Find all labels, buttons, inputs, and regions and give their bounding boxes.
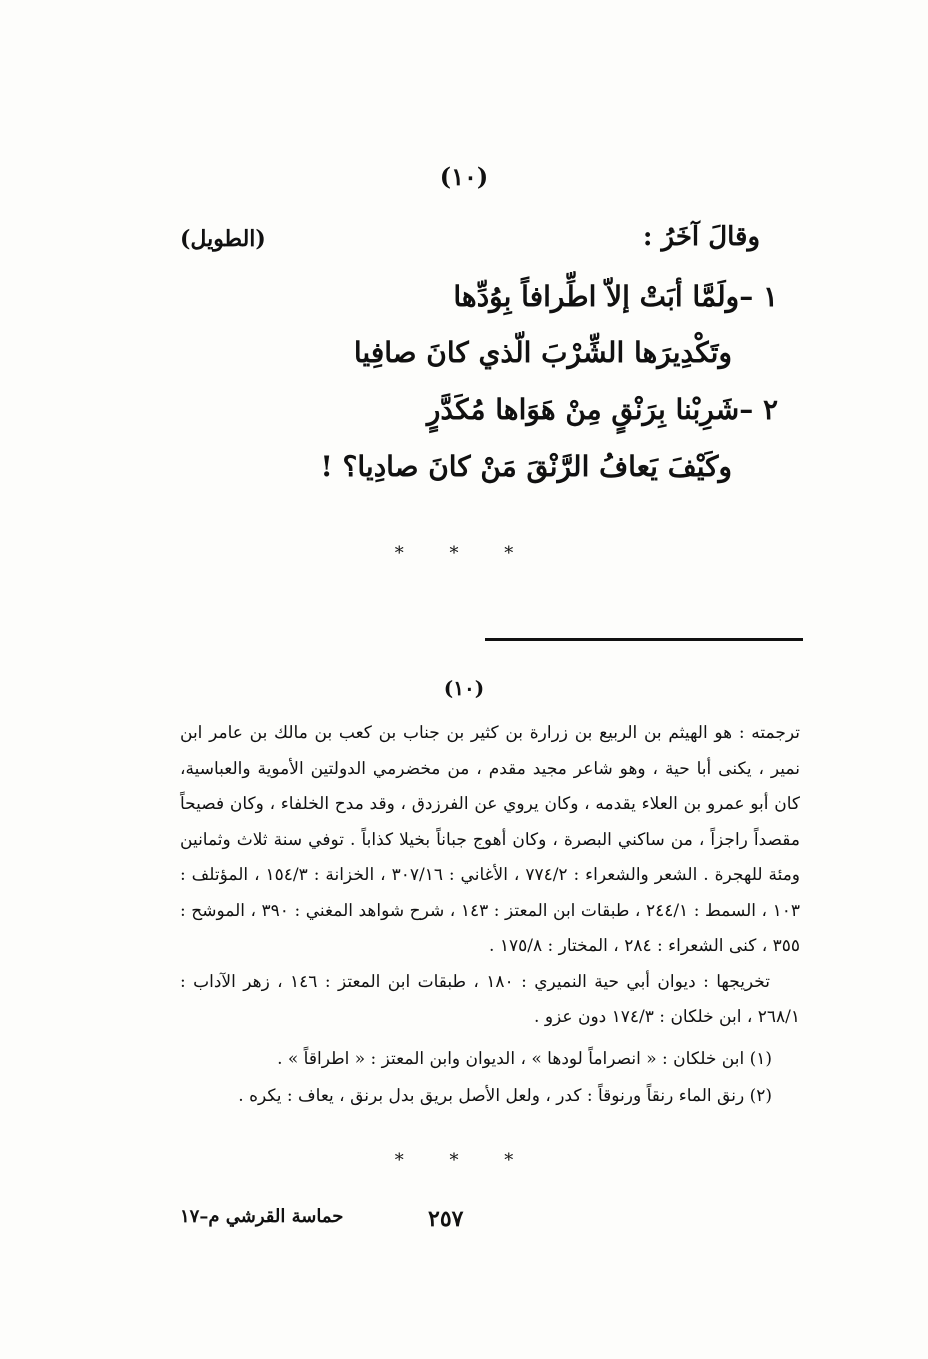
end-separator: * * * (394, 1150, 534, 1171)
section-separator: * * * (394, 543, 534, 564)
notes-block (180, 716, 800, 1115)
book-signature: حماسة القرشي م–١٧ (180, 1206, 344, 1227)
meter-label: (الطويل) (180, 226, 266, 252)
notes-number: (١٠) (443, 676, 485, 700)
footnote-rule (485, 638, 803, 641)
sources-paragraph: تخريجها : ديوان أبي حية النميري : ١٨٠ ، طبقات ابن المعتز : ١٤٦ ، زهر الآداب : ٢٦٨/١ ، ابن خلكان : ١٧٤/٣ دون عزو . (180, 971, 800, 1027)
page-number: ٢٥٧ (428, 1206, 464, 1232)
speaker-line: وقالَ آخَرُ : (642, 222, 760, 252)
footnote-1: (١) ابن خلكان : « انصراماً لودها » ، الديوان وابن المعتز : « اطراقاً » . (277, 1048, 772, 1069)
footnote-2: (٢) رنق الماء رنقاً ورنوقاً : كدر ، ولعل الأصل بريق بدل برنق ، يعاف : يكره . (238, 1086, 772, 1106)
biography-paragraph: ترجمته : هو الهيثم بن الربيع بن زرارة بن كثير بن جناب بن كعب بن مالك بن عامر ابن نمير ، يكنى أبا حية ، وهو شاعر مجيد مقدم ، من مخضرمي الدولتين الأموية والعباسية، كان أبو عمرو بن العلاء يقدمه ، وكان يروي عن الفرزدق ، وقد مدح الخلفاء ، وكان فصيحاً مقصداً راجزاً ، من ساكني البصرة ، وكان أهوج جباناً بخيلا كذاباً . توفي سنة ثلاث وثمانين ومئة للهجرة . الشعر والشعراء : ٧٧٤/٢ ، الأغاني : ٣٠٧/١٦ ، الخزانة : ١٥٤/٣ ، المؤتلف : ١٠٣ ، السمط : ٢٤٤/١ ، طبقات ابن المعتز : ١٤٣ ، شرح شواهد المغني : ٣٩٠ ، الموشح : ٣٥٥ ، كنى الشعراء : ٢٨٤ ، المختار : ١٧٥/٨ . (180, 723, 801, 956)
verse-1-first-hemistich: ١ –ولَمَّا أبَتْ إلاّ اطِّرافاً بِوُدِّها (453, 280, 778, 313)
verse-2-first-hemistich: ٢ –شَرِبْنا بِرَنْقٍ مِنْ هَوَاها مُكَدَّرٍ (426, 393, 778, 426)
poem-intro (180, 222, 760, 262)
verse-2-second-hemistich: وكَيْفَ يَعافُ الرَّنْقَ مَنْ كانَ صادِيا؟ ! (320, 450, 732, 483)
verse-1-second-hemistich: وتَكْدِيرَها الشِّرْبَ الّذي كانَ صافِيا (353, 336, 732, 369)
poem-number: (١٠) (439, 162, 489, 191)
